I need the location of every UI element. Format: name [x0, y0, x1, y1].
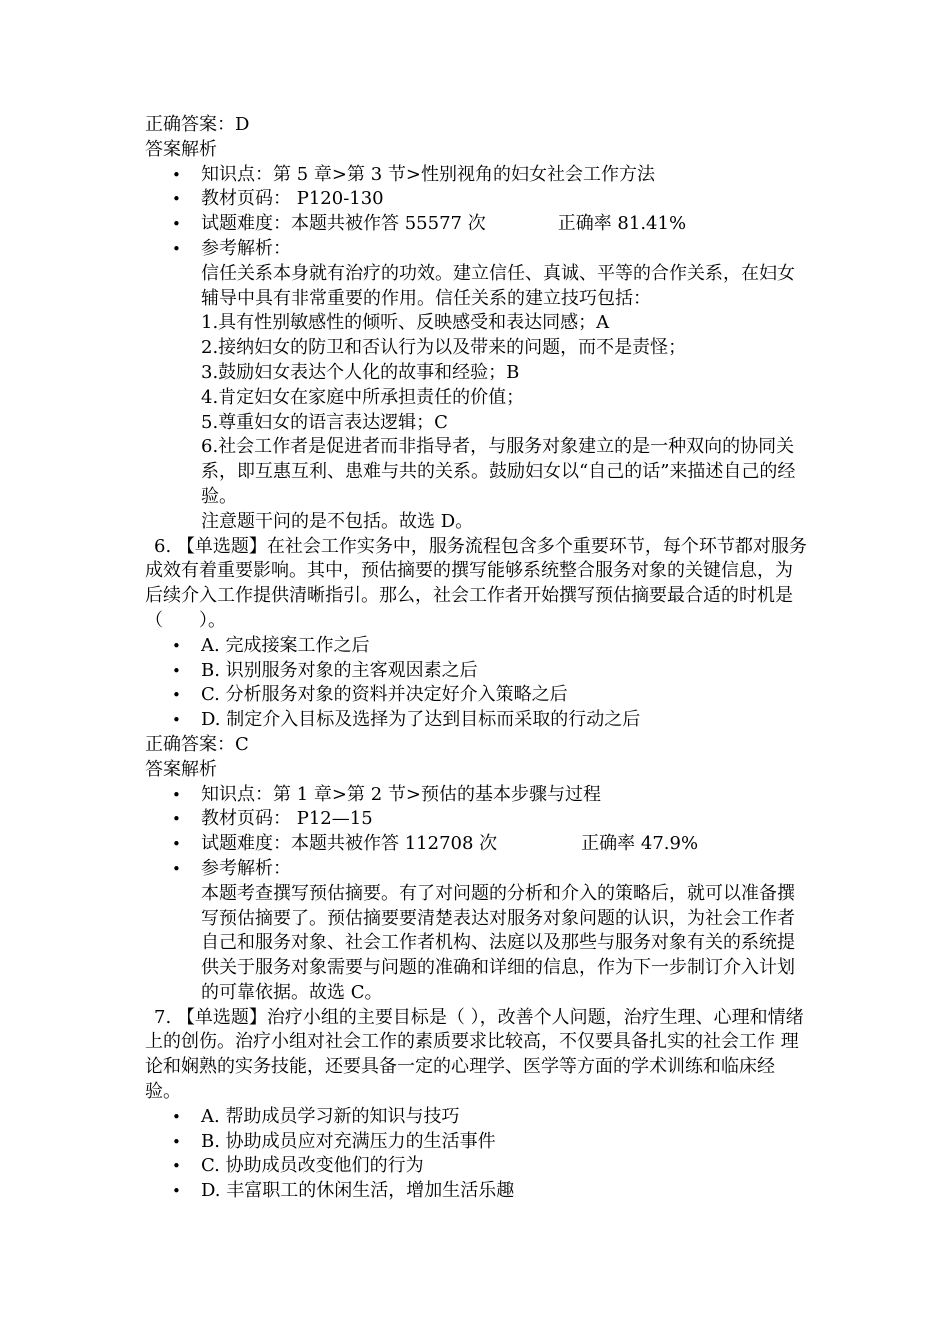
reference-item: 2.接纳妇女的防卫和否认行为以及带来的问题，而不是责怪； — [201, 337, 687, 359]
option-c: • C. 分析服务对象的资料并决定好介入策略之后 — [145, 683, 810, 708]
option-d: • D. 制定介入目标及选择为了达到目标而采取的行动之后 — [145, 708, 810, 733]
reference-item: 5.尊重妇女的语言表达逻辑；C — [201, 411, 448, 433]
option-b: • B. 协助成员应对充满压力的生活事件 — [145, 1130, 810, 1155]
difficulty — [145, 832, 810, 857]
difficulty-text: 试题难度：本题共被作答 55577 次 — [201, 213, 486, 235]
textbook-page: • 教材页码： P12—15 — [145, 807, 810, 832]
question-number: 6. — [154, 535, 172, 557]
reference-label: • 参考解析： — [145, 857, 810, 882]
option-b: • B. 识别服务对象的主客观因素之后 — [145, 659, 810, 684]
correct-rate: 正确率 47.9% — [581, 833, 699, 855]
reference-item-6: 6.社会工作者是促进者而非指导者，与服务对象建立的是一种双向的协同关系，即互惠互利、患难与共的关系。鼓励妇女以“自己的话”来描述自己的经验。 — [201, 436, 796, 507]
correct-answer: 正确答案：D — [145, 114, 250, 135]
knowledge-point: • 知识点：第 1 章>第 2 节>预估的基本步骤与过程 — [145, 783, 810, 808]
option-a: • A. 帮助成员学习新的知识与技巧 — [145, 1105, 810, 1130]
knowledge-point: • 知识点：第 5 章>第 3 节>性别视角的妇女社会工作方法 — [145, 163, 810, 188]
correct-rate: 正确率 81.41% — [557, 213, 687, 235]
reference-paragraph: 信任关系本身就有治疗的功效。建立信任、真诚、平等的合作关系，在妇女辅导中具有非常重要的作用。信任关系的建立技巧包括： — [201, 262, 795, 309]
option-d: • D. 丰富职工的休闲生活，增加生活乐趣 — [145, 1179, 810, 1204]
document-content — [145, 113, 810, 1204]
question-number: 7. — [154, 1006, 172, 1028]
question-text: 【单选题】在社会工作实务中，服务流程包含多个重要环节，每个环节都对服务成效有着重要影响。其中，预估摘要的撰写能够系统整合服务对象的关键信息，为后续介入工作提供清晰指引。那么，社会工作者开始撰写预估摘要最合适的时机是（ ）。 — [145, 535, 807, 631]
question-6 — [145, 535, 810, 634]
option-c: • C. 协助成员改变他们的行为 — [145, 1154, 810, 1179]
reference-item: 3.鼓励妇女表达个人化的故事和经验；B — [201, 361, 520, 383]
option-a: • A. 完成接案工作之后 — [145, 634, 810, 659]
difficulty — [145, 212, 810, 237]
reference-item: 4.肯定妇女在家庭中所承担责任的价值； — [201, 386, 525, 408]
question-text: 【单选题】治疗小组的主要目标是（ ），改善个人问题，治疗生理、心理和情绪上的创伤。治疗小组对社会工作的素质要求比较高，不仅要具备扎实的社会工作 理论和娴熟的实务技能，还要具备一定的心理学、医学等方面的学术训练和临床经验。 — [145, 1006, 804, 1103]
analysis-title: 答案解析 — [145, 138, 217, 160]
reference-note: 注意题干问的是不包括。故选 D。 — [201, 510, 474, 532]
reference-label: • 参考解析： — [145, 237, 810, 262]
textbook-page: • 教材页码： P120-130 — [145, 187, 810, 212]
analysis-title: 答案解析 — [145, 758, 217, 780]
question-7 — [145, 1006, 810, 1105]
difficulty-text: 试题难度：本题共被作答 112708 次 — [201, 833, 498, 855]
correct-answer: 正确答案：C — [145, 733, 249, 755]
reference-paragraph: 本题考查撰写预估摘要。有了对问题的分析和介入的策略后，就可以准备撰写预估摘要了。预估摘要要清楚表达对服务对象问题的认识，为社会工作者自己和服务对象、社会工作者机构、法庭以及那些与服务对象有关的系统提供关于服务对象需要与问题的准确和详细的信息，作为下一步制订介入计划的可靠依据。故选 C。 — [201, 882, 795, 1003]
reference-item: 1.具有性别敏感性的倾听、反映感受和表达同感；A — [201, 312, 610, 334]
